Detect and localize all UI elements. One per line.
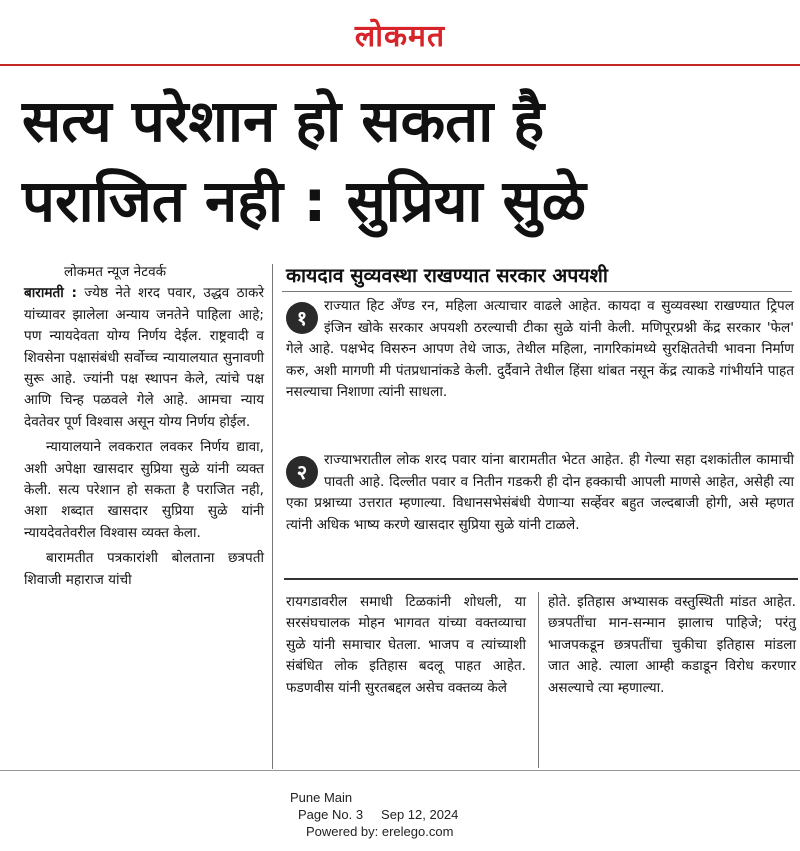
page-date-line xyxy=(298,807,458,823)
byline: लोकमत न्यूज नेटवर्क xyxy=(64,264,167,280)
edition-label: Pune Main xyxy=(290,790,353,805)
paragraph-2: न्यायालयाने लवकरात लवकर निर्णय द्यावा, अशी अपेक्षा खासदार सुप्रिया सुळे यांनी व्यक्त केली. सत्य परेशान हो सकता है पराजित नही, अशा शब्दात खासदार सुप्रिया सुळे यांनी न्यायदेवतेवरील विश्वास व्यक्त केला. xyxy=(24,439,264,541)
headline-line-2: पराजित नही : सुप्रिया सुळे xyxy=(22,167,586,235)
point-2-number-badge: २ xyxy=(286,456,318,488)
masthead xyxy=(0,0,800,64)
point-1-number-badge: १ xyxy=(286,302,318,334)
masthead-rule xyxy=(0,64,800,66)
point-1-text: राज्यात हिट अँण्ड रन, महिला अत्याचार वाढले आहेत. कायदा व सुव्यवस्था राखण्यात ट्रिपल इंजिन खोके सरकार अपयशी ठरल्याची टीका सुळे यांनी केली. मणिपूरप्रश्नी केंद्र सरकार 'फेल' गेले आहे. पक्षभेद विसरुन आपण तेथे जाऊ, तेथील महिला, नागरिकांमध्ये सुरक्षिततेची भावना निर्माण करु, अशी मागणी मी पंतप्रधानांकडे केली. दुर्दैवाने तेथील हिंसा थांबत नसून केंद्र त्याकडे गांभीर्याने पाहत नसल्याचा निशाणा त्यांनी साधला. xyxy=(286,298,794,401)
page-number: Page No. 3 xyxy=(298,807,364,822)
left-column xyxy=(24,262,264,591)
paragraph-3: बारामतीत पत्रकारांशी बोलताना छत्रपती शिवाजी महाराज यांची xyxy=(24,550,264,588)
column-divider xyxy=(272,264,273,769)
lead-paragraph xyxy=(24,283,264,433)
lead-paragraph-text: ज्येष्ठ नेते शरद पवार, उद्धव ठाकरे यांच्यावर झालेला अन्याय जनतेने पाहिला आहे; पण न्यायदेवता योग्य निर्णय देईल. राष्ट्रवादी व शिवसेना पक्षासंबंधी सर्वोच्च न्यायालयात सुनावणी सुरू आहे. ज्यांनी पक्ष स्थापन केले, त्यांचे पक्ष आणि चिन्ह पळवले गेले आहे. आमचा न्याय देवतेवर पूर्ण विश्वास असून योग्य निर्णय होईल. xyxy=(24,285,265,430)
point-2-text: राज्याभरातील लोक शरद पवार यांना बारामतीत भेटत आहेत. ही गेल्या सहा दशकांतील कामाची पावती आहे. दिल्लीत पवार व नितीन गडकरी ही दोन हक्काची आपली माणसे आहेत, असेही त्या एका प्रश्नाच्या उत्तरात म्हणाल्या. विधानसभेसंबंधी येणाऱ्या सर्व्हेवर बहुत जल्दबाजी होगी, असे म्हणत त्यांनी अधिक भाष्य करणे खासदार सुप्रिया सुळे यांनी टाळले. xyxy=(286,452,794,533)
page-bottom-rule xyxy=(0,770,800,771)
column-divider-2 xyxy=(538,592,539,768)
point-1 xyxy=(286,296,794,404)
box-bottom-rule xyxy=(284,578,798,580)
headline-line-1: सत्य परेशान हो सकता है xyxy=(22,87,545,155)
box-subheading: कायदाव सुव्यवस्था राखण्यात सरकार अपयशी xyxy=(286,264,608,287)
publish-date: Sep 12, 2024 xyxy=(381,807,459,822)
column-3: होते. इतिहास अभ्यासक वस्तुस्थिती मांडत आहेत. छत्रपतींचा मान-सन्मान झालाच पाहिजे; परंतु भाजपकडून छत्रपतींचा चुकीचा इतिहास मांडला जात आहे. त्याला आम्ही कडाडून विरोध करणार असल्याचे त्या म्हणाल्या. xyxy=(548,594,796,696)
column-2: रायगडावरील समाधी टिळकांनी शोधली, या सरसंघचालक मोहन भागवत यांच्या वक्तव्याचा सुळे यांनी समाचार घेतला. भाजप व त्यांच्याशी संबंधित लोक इतिहास बदलू पाहत आहेत. फडणवीस यांनी सुरतबद्दल असेच वक्तव्य केले xyxy=(286,594,526,696)
dateline: बारामती : xyxy=(24,285,77,302)
newspaper-logo: लोकमत xyxy=(354,19,446,54)
subheading-rule xyxy=(282,291,792,292)
point-2 xyxy=(286,450,794,536)
powered-by-credit: Powered by: erelego.com xyxy=(306,824,454,839)
